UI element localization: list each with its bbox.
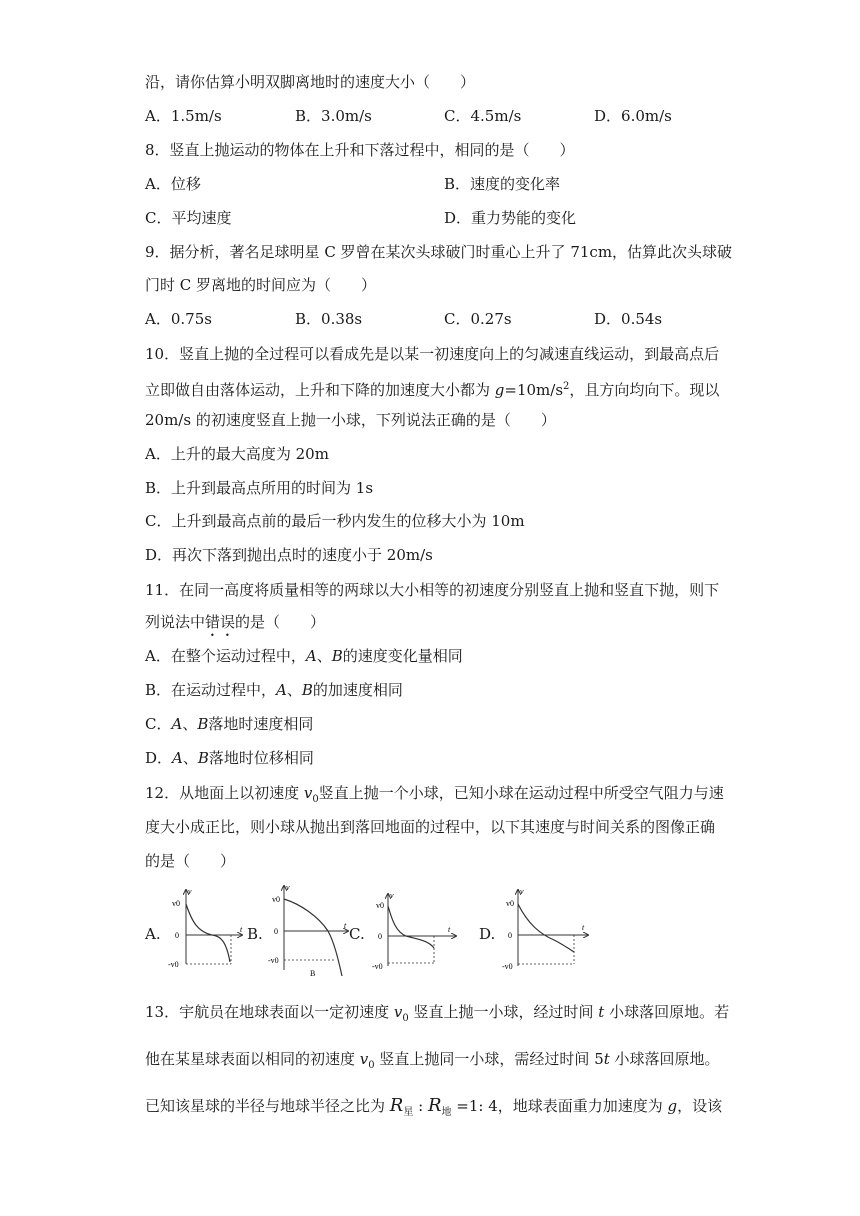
- q8-option-b: B．速度的变化率: [444, 175, 561, 193]
- q11-option-d: D．A、B落地时位移相同: [145, 749, 314, 767]
- q13-line3: 已知该星球的半径与地球半径之比为 $R_星$ : $R_地 =1$: 4，地球表面重力加速度为 g，设该: [145, 1095, 723, 1118]
- q12-stem-line3: 的是（ ）: [145, 852, 236, 870]
- q13-line1: 13．宇航员在地球表面以一定初速度 $v_0$ 竖直上抛一小球，经过时间 t 小球落回原地。若: [145, 1003, 730, 1024]
- q9-option-d: D．0.54s: [594, 310, 663, 328]
- q11-stem-line2: 列说法中错误的是（ ）: [145, 613, 326, 631]
- svg-text:B: B: [310, 969, 316, 978]
- q12-label-d: D.: [479, 925, 496, 943]
- q10-option-b: B．上升到最高点所用的时间为 1s: [145, 479, 374, 497]
- q9-stem-line1: 9．据分析，著名足球明星 C 罗曾在某次头球破门时重心上升了 71cm，估算此次头球破: [145, 243, 733, 261]
- q7-option-a: A．1.5m/s: [145, 107, 222, 125]
- q7-option-c: C．4.5m/s: [444, 107, 522, 125]
- svg-text:0: 0: [175, 931, 179, 940]
- q12-graph-c: [370, 890, 460, 972]
- q8-stem: 8．竖直上抛运动的物体在上升和下落过程中，相同的是（ ）: [145, 141, 575, 159]
- q10-stem-line2: 立即做自由落体运动，上升和下降的加速度大小都为 $g=10m/s^2$，且方向均向下。现以: [145, 381, 720, 399]
- q10-option-a: A．上升的最大高度为 20m: [145, 445, 329, 463]
- q10-option-c: C．上升到最高点前的最后一秒内发生的位移大小为 10m: [145, 512, 525, 530]
- q12-stem-line2: 度大小成正比，则小球从抛出到落回地面的过程中，以下其速度与时间关系的图像正确: [145, 818, 716, 836]
- q11-option-a: A．在整个运动过程中，A、B的速度变化量相同: [145, 647, 463, 665]
- q7-stem-tail: 沿，请你估算小明双脚离地时的速度大小（ ）: [145, 73, 476, 91]
- svg-text:-v0: -v0: [268, 956, 279, 965]
- q9-option-c: C．0.27s: [444, 310, 512, 328]
- q10-option-d: D．再次下落到抛出点时的速度小于 20m/s: [145, 546, 433, 564]
- svg-text:t: t: [448, 925, 451, 934]
- svg-text:t: t: [582, 923, 585, 932]
- q12-graph-d: [500, 886, 592, 972]
- q12-label-a: A.: [145, 925, 161, 943]
- q11-stem-line1: 11．在同一高度将质量相等的两球以大小相等的初速度分别竖直上抛和竖直下抛，则下: [145, 581, 720, 599]
- svg-text:-v0: -v0: [168, 960, 179, 969]
- svg-text:v: v: [390, 891, 394, 900]
- svg-text:v: v: [286, 883, 290, 892]
- svg-text:0: 0: [274, 927, 278, 936]
- q10-stem-line3: 20m/s 的初速度竖直上抛一小球，下列说法正确的是（ ）: [145, 411, 556, 429]
- svg-text:t: t: [240, 925, 243, 934]
- q12-label-b: B.: [247, 925, 263, 943]
- q11-option-c: C．A、B落地时速度相同: [145, 715, 314, 733]
- svg-text:v: v: [520, 887, 524, 896]
- q8-option-a: A．位移: [145, 175, 201, 193]
- q8-option-c: C．平均速度: [145, 209, 232, 227]
- q10-stem-line1: 10．竖直上抛的全过程可以看成先是以某一初速度向上的匀减速直线运动，到最高点后: [145, 345, 720, 363]
- q8-option-d: D．重力势能的变化: [444, 209, 577, 227]
- q12-graph-b: [266, 880, 350, 978]
- svg-text:0: 0: [508, 931, 512, 940]
- q7-option-d: D．6.0m/s: [594, 107, 672, 125]
- q9-option-a: A．0.75s: [145, 310, 212, 328]
- svg-text:-v0: -v0: [372, 962, 383, 971]
- q7-option-b: B．3.0m/s: [295, 107, 372, 125]
- q11-option-b: B．在运动过程中，A、B的加速度相同: [145, 681, 403, 699]
- svg-text:v0: v0: [376, 901, 384, 910]
- q12-graph-a: [168, 884, 248, 970]
- q12-label-c: C.: [349, 925, 365, 943]
- svg-text:0: 0: [378, 932, 382, 941]
- svg-text:v: v: [188, 887, 192, 896]
- svg-text:t: t: [344, 921, 347, 930]
- q13-line2: 他在某星球表面以相同的初速度 $v_0$ 竖直上抛同一小球，需经过时间 5t 小球落回原地。: [145, 1050, 720, 1071]
- q9-stem-line2: 门时 C 罗离地的时间应为（ ）: [145, 276, 377, 294]
- q9-option-b: B．0.38s: [295, 310, 363, 328]
- q12-stem-line1: 12．从地面上以初速度 $v_0$竖直上抛一个小球，已知小球在运动过程中所受空气阻力与速: [145, 784, 724, 805]
- svg-text:v0: v0: [272, 895, 280, 904]
- svg-text:v0: v0: [172, 899, 180, 908]
- svg-text:-v0: -v0: [502, 962, 513, 971]
- svg-text:v0: v0: [506, 899, 514, 908]
